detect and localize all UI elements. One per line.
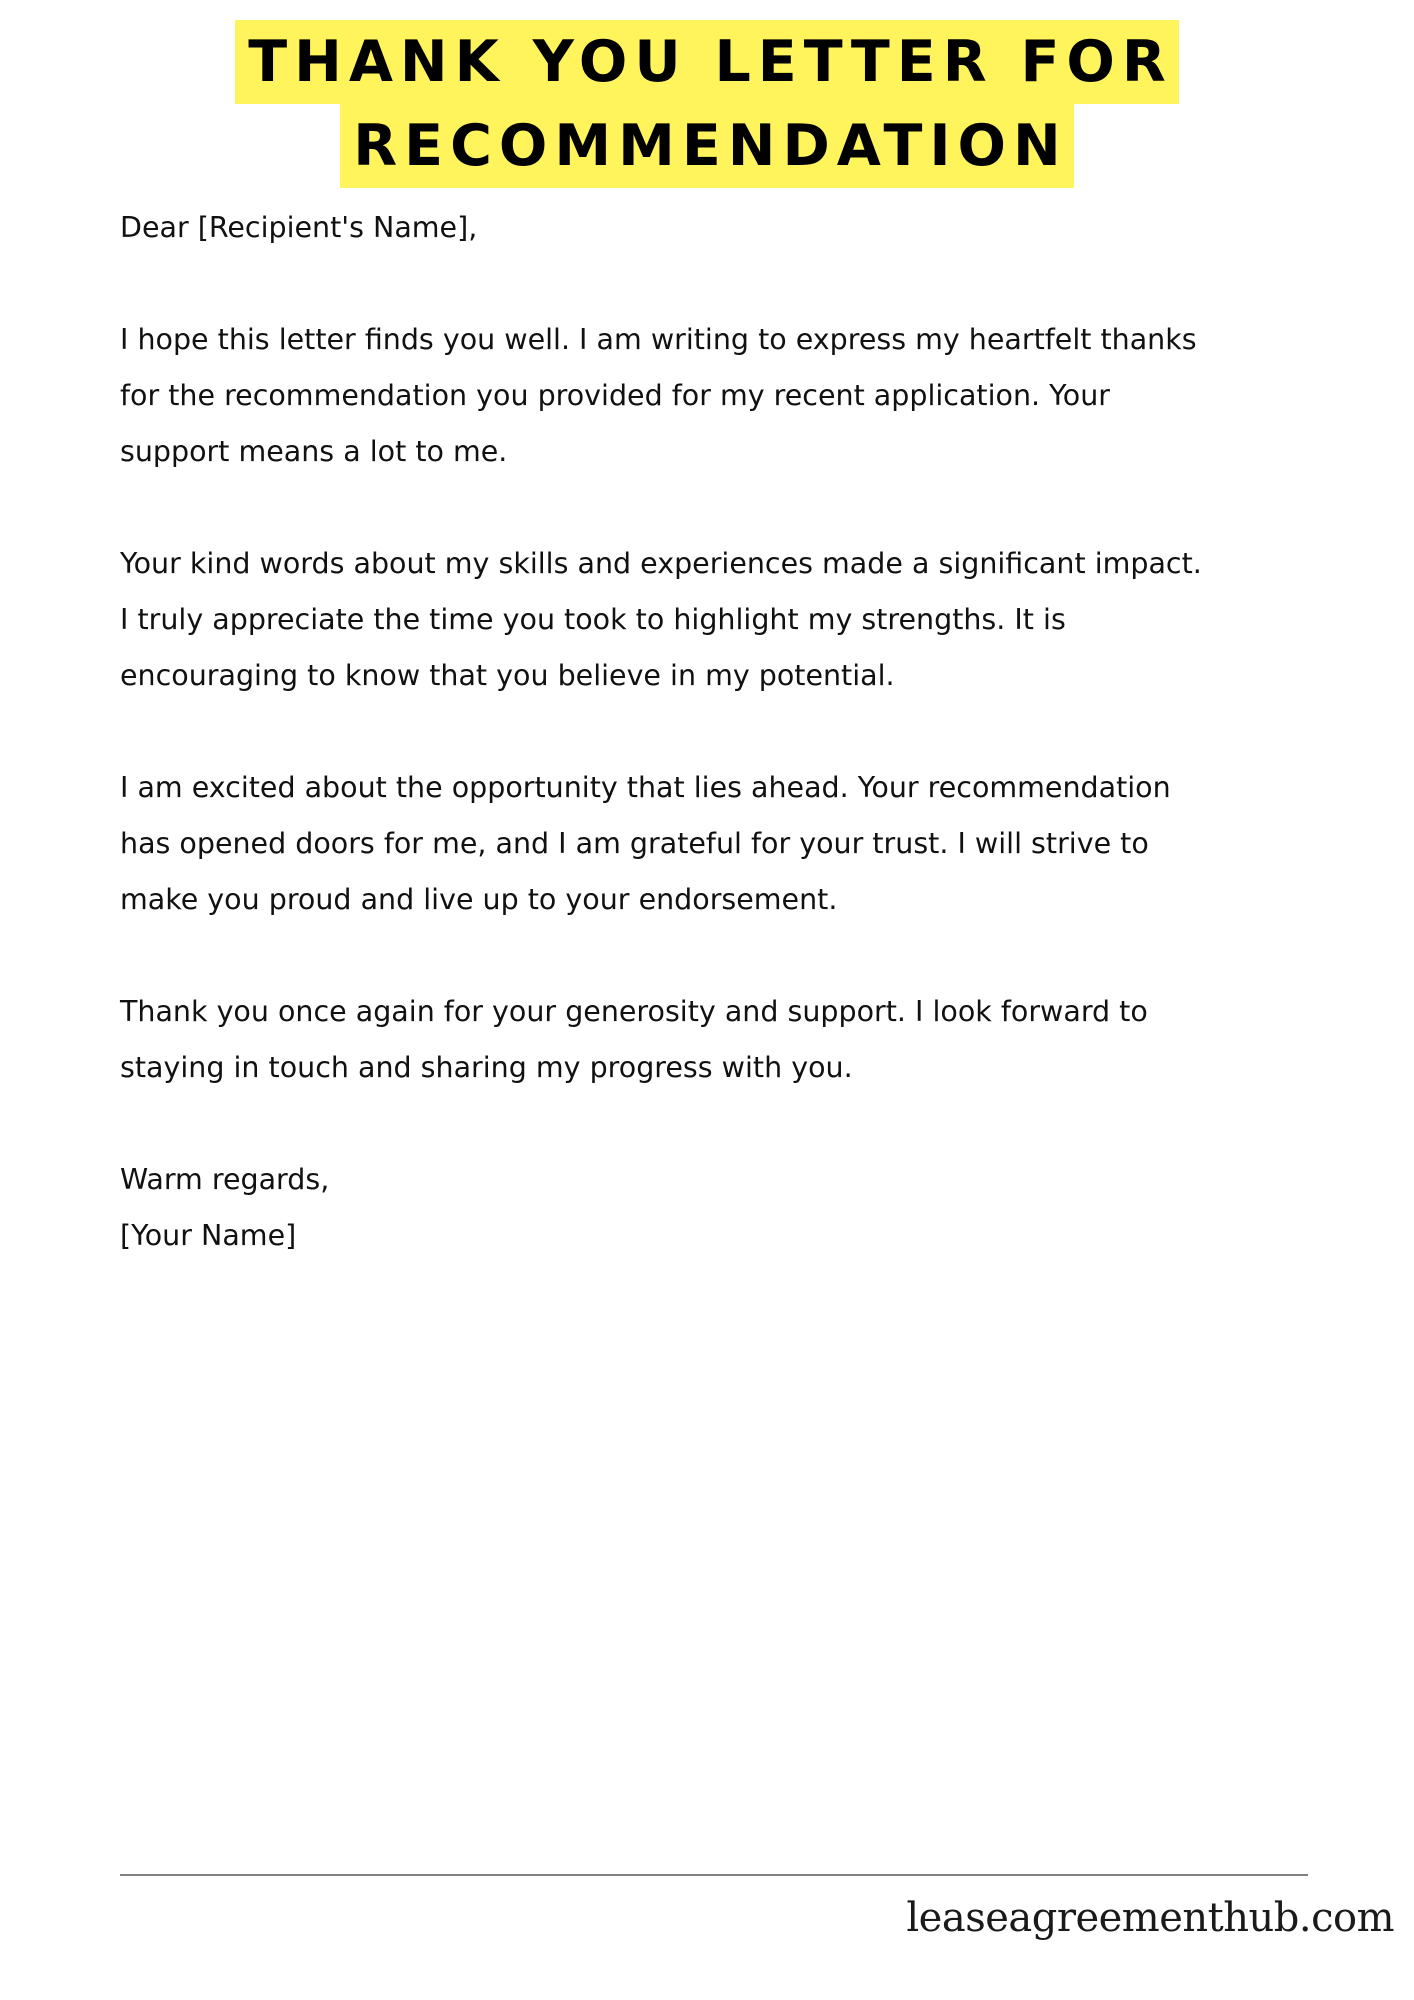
paragraph-line: Your kind words about my skills and experiences made a significant impact. <box>120 547 1202 580</box>
title-line-2: RECOMMENDATION <box>340 104 1073 188</box>
paragraph-1 <box>120 312 1320 480</box>
closing: Warm regards, <box>120 1163 330 1196</box>
paragraph-4 <box>120 984 1320 1096</box>
paragraph-line: staying in touch and sharing my progress with you. <box>120 1051 853 1084</box>
salutation: Dear [Recipient's Name], <box>120 211 478 244</box>
paragraph-3 <box>120 760 1320 928</box>
paragraph-line: make you proud and live up to your endorsement. <box>120 883 838 916</box>
paragraph-line: encouraging to know that you believe in my potential. <box>120 659 895 692</box>
paragraph-line: I am excited about the opportunity that lies ahead. Your recommendation <box>120 771 1171 804</box>
paragraph-line: support means a lot to me. <box>120 435 508 468</box>
paragraph-line: Thank you once again for your generosity and support. I look forward to <box>120 995 1148 1028</box>
signature: [Your Name] <box>120 1219 297 1252</box>
footer-divider <box>120 1874 1308 1876</box>
footer-website: leaseagreementhub.com <box>906 1895 1394 1941</box>
paragraph-line: I truly appreciate the time you took to highlight my strengths. It is <box>120 603 1066 636</box>
paragraph-line: for the recommendation you provided for my recent application. Your <box>120 379 1110 412</box>
document-title <box>0 20 1414 188</box>
paragraph-line: I hope this letter finds you well. I am writing to express my heartfelt thanks <box>120 323 1197 356</box>
paragraph-line: has opened doors for me, and I am grateful for your trust. I will strive to <box>120 827 1149 860</box>
title-line-1: THANK YOU LETTER FOR <box>235 20 1179 104</box>
letter-body <box>120 200 1320 1264</box>
paragraph-2 <box>120 536 1320 704</box>
